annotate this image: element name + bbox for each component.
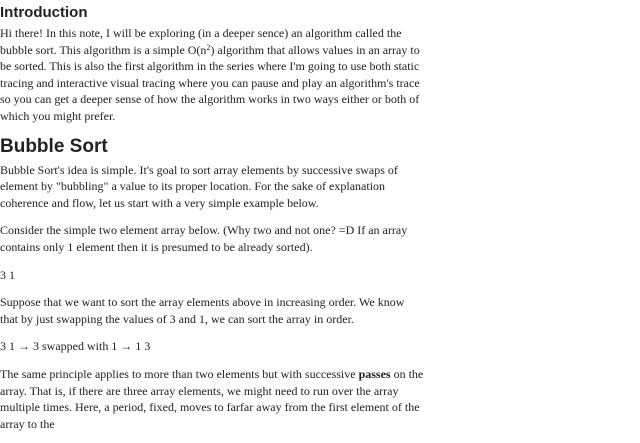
introduction-heading: Introduction (0, 4, 88, 21)
bubble-sort-idea-paragraph: Bubble Sort's idea is simple. It's goal to sort array elements by successive swaps of element by "bubbling" a value to its proper location. For the sake of explanation coherence and flow, let us start with a very simple example below. (0, 162, 398, 210)
passes-bold-term: passes (358, 366, 391, 381)
intro-text-part-1: Hi there! In this note, I will be exploring (in a deeper sence) an algorithm called the bubble sort. This algorithm is a simple O(n (0, 26, 402, 57)
increasing-order-paragraph: Suppose that we want to sort the array elements above in increasing order. We know that by just swapping the values of 3 and 1, we can sort the array in order. (0, 295, 405, 326)
passes-paragraph (0, 366, 424, 432)
bubble-sort-heading: Bubble Sort (0, 135, 108, 157)
complexity-exponent: 2 (206, 42, 211, 52)
two-element-array-paragraph: Consider the simple two element array below. (Why two and not one? =D If an array contains only 1 element then it is presumed to be already sorted). (0, 223, 408, 254)
passes-text-part-1: The same principle applies to more than two elements but with successive (0, 366, 359, 381)
example-array: 3 1 (0, 267, 15, 282)
swap-example: 3 1 → 3 swapped with 1 → 1 3 (0, 339, 151, 354)
introduction-paragraph (0, 25, 424, 125)
passes-text-part-2: on the array. That is, if there are three array elements, we might need to run over the array multiple times. Here, a period, fixed, moves to farfar away from the first element of the array to the (0, 366, 424, 431)
intro-text-part-2: ) algorithm that allows values in an array to be sorted. This is also the first algorithm in the series where I'm going to use both static tracing and interactive visual tracing where you can pause and play an algorithm's trace so you can get a deeper sense of how the algorithm works in two ways either or both of which you might prefer. (0, 42, 420, 123)
